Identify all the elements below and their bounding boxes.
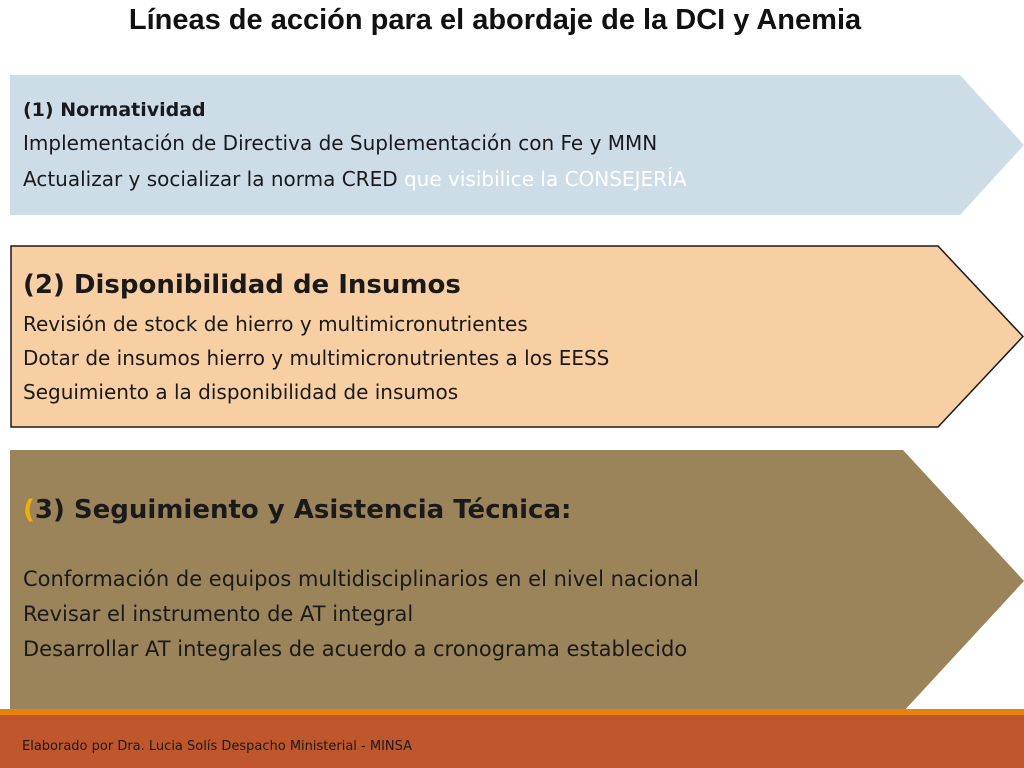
box-heading: (1) Normatividad <box>23 99 206 121</box>
box-line: Conformación de equipos multidisciplinarios en el nivel nacional <box>23 567 699 591</box>
box-content <box>23 263 609 409</box>
action-box-insumos <box>10 245 1024 428</box>
box-heading <box>23 488 699 532</box>
box-line: Desarrollar AT integrales de acuerdo a cronograma establecido <box>23 637 688 661</box>
heading-text: 3) Seguimiento y Asistencia Técnica: <box>34 495 572 525</box>
box-heading: (2) Disponibilidad de Insumos <box>23 270 461 300</box>
box-line: Revisión de stock de hierro y multimicronutrientes <box>23 312 528 336</box>
box-line: Implementación de Directiva de Suplementación con Fe y MMN <box>23 131 658 155</box>
box-line-text: Actualizar y socializar la norma CRED <box>23 167 404 191</box>
action-box-seguimiento <box>10 450 1024 712</box>
box-line: Seguimiento a la disponibilidad de insumos <box>23 380 459 404</box>
heading-paren: ( <box>23 495 35 525</box>
box-content <box>23 95 687 197</box>
highlighted-text: que visibilice la CONSEJERÍA <box>403 167 687 191</box>
action-box-normatividad <box>10 75 1024 215</box>
page-title: Líneas de acción para el abordaje de la DCI y Anemia <box>128 4 862 36</box>
box-line: Dotar de insumos hierro y multimicronutrientes a los EESS <box>23 346 610 370</box>
footer-credit: Elaborado por Dra. Lucia Solís Despacho Ministerial - MINSA <box>22 739 413 754</box>
box-line: Revisar el instrumento de AT integral <box>23 602 414 626</box>
box-line <box>23 161 687 197</box>
box-content <box>23 488 699 667</box>
footer-bar <box>0 715 1024 768</box>
